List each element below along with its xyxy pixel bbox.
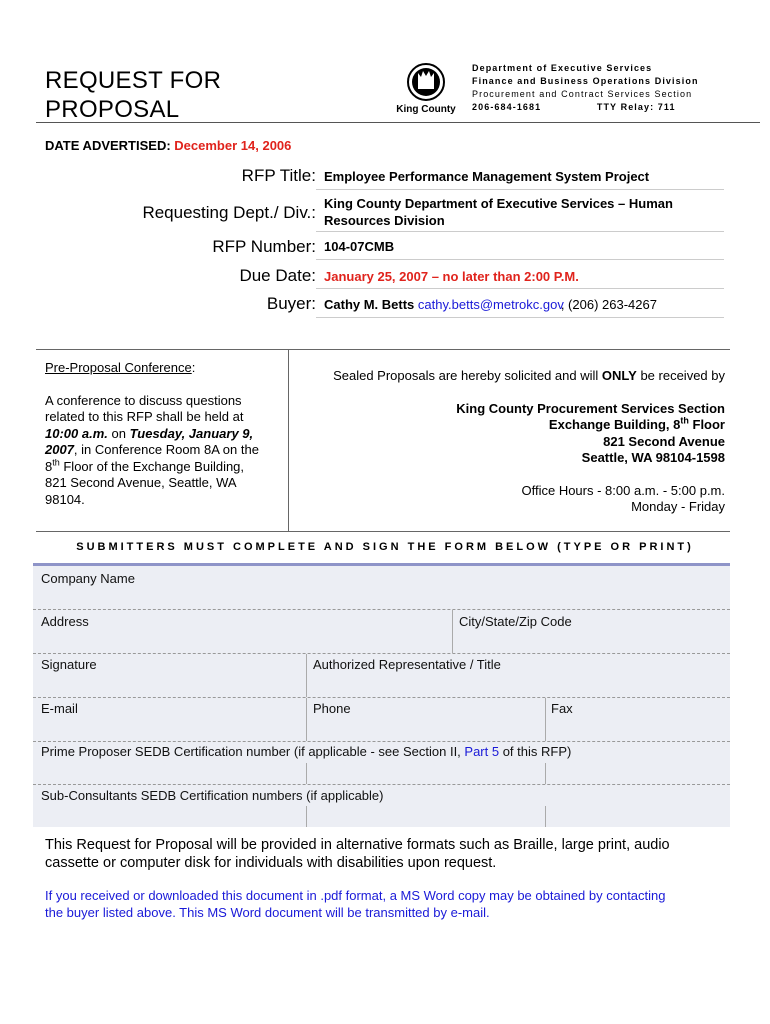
header-divider bbox=[36, 122, 760, 123]
sealed-proposals bbox=[300, 368, 725, 516]
preconf-line-7: 98104. bbox=[45, 491, 85, 507]
dept-phone: 206-684-1681 bbox=[472, 102, 542, 112]
email-label: E-mail bbox=[41, 701, 78, 716]
logo-text: King County bbox=[396, 104, 456, 115]
subconsultant-label: Sub-Consultants SEDB Certification numbers (if applicable) bbox=[41, 788, 384, 803]
row-divider bbox=[33, 609, 730, 610]
dept-value-line-1: King County Department of Executive Services – Human bbox=[324, 196, 673, 211]
row-divider bbox=[33, 697, 730, 698]
office-hours-2: Monday - Friday bbox=[631, 499, 725, 514]
dept-value bbox=[324, 195, 673, 229]
pdf-line-1: If you received or downloaded this document in .pdf format, a MS Word copy may be obtained by contacting bbox=[45, 888, 666, 903]
preconf-line-5: Floor of the Exchange Building, bbox=[59, 458, 245, 474]
date-advertised-value: December 14, 2006 bbox=[174, 138, 292, 153]
sealed-only: ONLY bbox=[601, 368, 637, 383]
dept-label: Requesting Dept./ Div.: bbox=[142, 203, 316, 222]
rfp-title-label: RFP Title: bbox=[241, 166, 316, 185]
due-date-value: January 25, 2007 – no later than 2:00 P.M. bbox=[324, 269, 579, 284]
pdf-note bbox=[45, 888, 725, 921]
company-name-field[interactable] bbox=[36, 590, 726, 608]
rfp-title-value: Employee Performance Management System Project bbox=[324, 169, 650, 184]
fax-label: Fax bbox=[551, 701, 573, 716]
rule bbox=[316, 259, 724, 260]
signature-field[interactable] bbox=[36, 677, 302, 695]
rfp-number-label: RFP Number: bbox=[212, 237, 316, 256]
row-divider bbox=[33, 784, 730, 785]
sealed-address-1: King County Procurement Services Section bbox=[456, 400, 725, 416]
department-block bbox=[472, 62, 699, 114]
sedb-field[interactable] bbox=[36, 764, 726, 782]
sealed-address-4: Seattle, WA 98104-1598 bbox=[581, 450, 725, 465]
fax-field[interactable] bbox=[549, 720, 726, 738]
city-state-zip-field[interactable] bbox=[456, 633, 726, 651]
dept-line-3: Procurement and Contract Services Section bbox=[472, 89, 693, 99]
sealed-intro-end: be received by bbox=[636, 368, 725, 383]
part-5-link[interactable]: Part 5 bbox=[464, 744, 500, 759]
preconf-floor-sup: th bbox=[52, 457, 60, 468]
cell-divider bbox=[452, 610, 453, 653]
cell-divider bbox=[306, 698, 307, 741]
rule bbox=[316, 189, 724, 190]
city-state-zip-label: City/State/Zip Code bbox=[459, 614, 572, 629]
cell-divider bbox=[306, 654, 307, 697]
page-title bbox=[45, 66, 221, 124]
company-name-label: Company Name bbox=[41, 571, 135, 586]
alt-line-1: This Request for Proposal will be provided in alternative formats such as Braille, large print, audio bbox=[45, 837, 670, 853]
date-advertised-label: DATE ADVERTISED: bbox=[45, 138, 171, 153]
preconf-colon: : bbox=[191, 360, 196, 375]
preconf-line-1: A conference to discuss questions bbox=[45, 392, 242, 408]
phone-label: Phone bbox=[313, 701, 351, 716]
sedb-text-pre: Prime Proposer SEDB Certification number (if applicable - see Section II, bbox=[41, 744, 465, 759]
preconf-date-2: 2007 bbox=[45, 442, 74, 457]
subconsultant-field[interactable] bbox=[36, 807, 726, 825]
title-line-1: REQUEST FOR bbox=[45, 67, 222, 94]
buyer-email-link[interactable]: cathy.betts@metrokc.gov bbox=[417, 297, 564, 312]
preconf-date-1: Tuesday, January 9, bbox=[129, 425, 254, 441]
sedb-text-post: of this RFP) bbox=[499, 744, 572, 759]
buyer-phone: , (206) 263-4267 bbox=[560, 297, 657, 312]
row-divider bbox=[33, 741, 730, 742]
box-bottom-border bbox=[36, 531, 730, 532]
pdf-line-2: the buyer listed above. This MS Word document will be transmitted by e-mail. bbox=[45, 904, 490, 920]
buyer-label: Buyer: bbox=[266, 294, 316, 313]
form-top-border bbox=[33, 563, 730, 566]
alternative-formats-note bbox=[45, 836, 725, 872]
email-field[interactable] bbox=[36, 720, 302, 738]
dept-line-1: Department of Executive Services bbox=[472, 63, 653, 73]
authorized-rep-label: Authorized Representative / Title bbox=[313, 657, 501, 672]
preconf-line-4: , in Conference Room 8A on the bbox=[73, 442, 259, 457]
pre-proposal-conference bbox=[45, 360, 281, 508]
preconf-line-6: 821 Second Avenue, Seattle, WA bbox=[45, 475, 237, 490]
address-label: Address bbox=[41, 614, 89, 629]
preconf-on: on bbox=[107, 425, 130, 441]
box-top-border bbox=[36, 349, 730, 350]
row-divider bbox=[33, 653, 730, 654]
title-line-2: PROPOSAL bbox=[45, 96, 180, 123]
signature-label: Signature bbox=[41, 657, 97, 672]
rule bbox=[316, 317, 724, 318]
buyer-name: Cathy M. Betts bbox=[324, 297, 415, 312]
phone-field[interactable] bbox=[310, 720, 541, 738]
sealed-intro: Sealed Proposals are hereby solicited and will bbox=[333, 368, 602, 383]
preconf-time: 10:00 a.m. bbox=[45, 425, 108, 441]
box-divider bbox=[288, 349, 289, 531]
date-advertised bbox=[45, 138, 291, 153]
form-heading: SUBMITTERS MUST COMPLETE AND SIGN THE FORM BELOW (TYPE OR PRINT) bbox=[76, 541, 694, 553]
sedb-label bbox=[41, 744, 571, 759]
address-field[interactable] bbox=[36, 633, 448, 651]
preconf-line-2: related to this RFP shall be held at bbox=[45, 409, 244, 424]
dept-value-line-2: Resources Division bbox=[324, 213, 445, 228]
sealed-address-2-sup: th bbox=[680, 415, 689, 426]
preconf-floor: 8 bbox=[45, 458, 53, 474]
cell-divider bbox=[545, 698, 546, 741]
preconf-heading: Pre-Proposal Conference bbox=[45, 360, 192, 375]
rule bbox=[316, 231, 724, 232]
rfp-number-value: 104-07CMB bbox=[324, 239, 395, 254]
buyer-value bbox=[324, 296, 657, 313]
sealed-address-3: 821 Second Avenue bbox=[603, 433, 725, 449]
sealed-address-2: Exchange Building, 8 bbox=[548, 417, 681, 432]
authorized-rep-field[interactable] bbox=[310, 677, 726, 695]
due-date-label: Due Date: bbox=[239, 266, 316, 285]
rule bbox=[316, 288, 724, 289]
dept-line-2: Finance and Business Operations Division bbox=[472, 76, 699, 86]
sealed-address-2-end: Floor bbox=[688, 417, 725, 432]
king-county-logo bbox=[396, 60, 462, 120]
dept-tty: TTY Relay: 711 bbox=[596, 102, 676, 112]
alt-line-2: cassette or computer disk for individuals with disabilities upon request. bbox=[45, 855, 497, 871]
office-hours-1: Office Hours - 8:00 a.m. - 5:00 p.m. bbox=[521, 482, 725, 498]
